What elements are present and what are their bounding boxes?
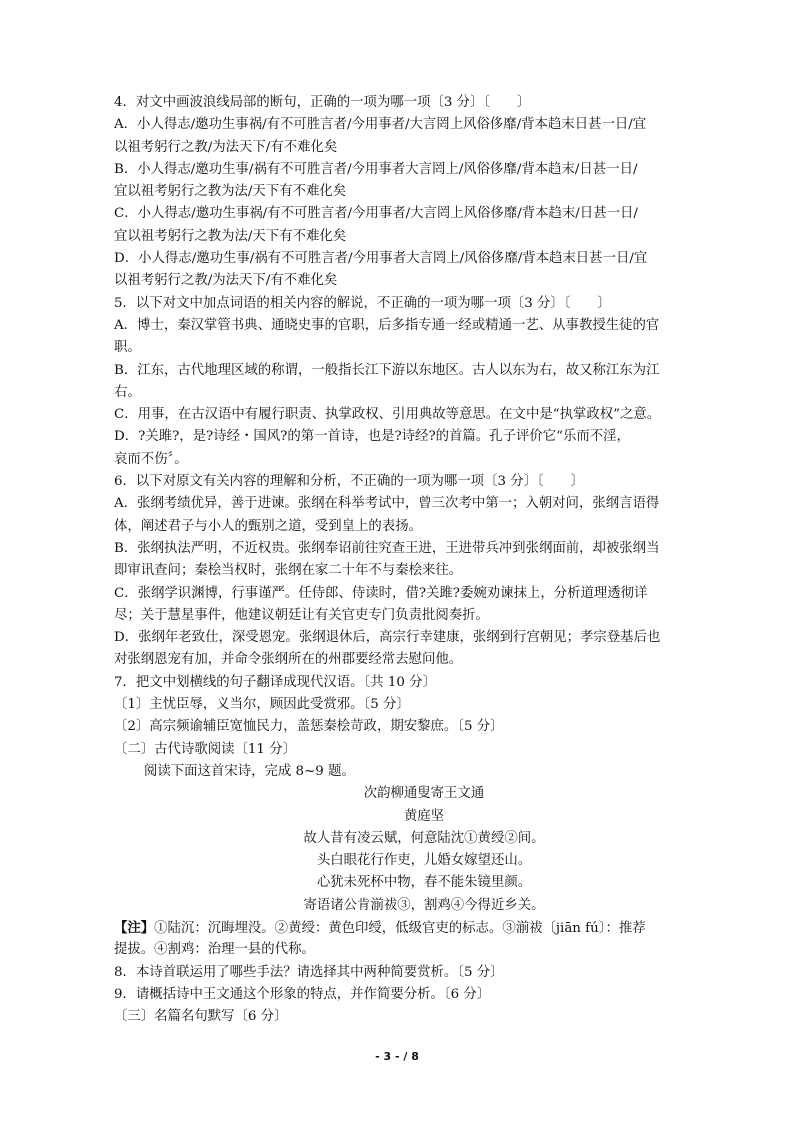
option-d: D．张纲年老致仕，深受恩宠。张纲退休后，高宗行幸建康，张纲到行宫朝见；孝宗登基后也 xyxy=(114,630,661,646)
poem-title: 次韵柳通叟寄王文通 xyxy=(363,786,485,802)
sentence-2: 〔2〕高宗频谕辅臣宽恤民力，盖惩秦桧苛政，期安黎庶。〔5 分〕 xyxy=(114,719,504,735)
option-b: B．张纲执法严明，不近权贵。张纲奉诏前往究查王进，王进带兵冲到张纲面前，却被张纲当 xyxy=(114,540,660,556)
poem-note-cont: 提拔。④割鸡：治理一县的代称。 xyxy=(114,942,315,958)
option-a-cont: 职。 xyxy=(114,340,141,356)
option-c: C．用事，在古汉语中有履行职责、执掌政权、引用典故等意思。在文中是“执掌政权”之意。 xyxy=(114,407,661,423)
question-stem: 5．以下对文中加点词语的相关内容的解说，不正确的一项为哪一项〔3 分〕〔 〕 xyxy=(114,295,611,311)
poem-line-3: 心犹未死杯中物，春不能朱镜里颜。 xyxy=(316,875,532,891)
option-a-cont: 体，阐述君子与小人的甄别之道，受到皇上的表扬。 xyxy=(114,518,422,534)
option-b: B．小人得志/邀功生事/祸有不可胜言者/今用事者大言罔上/风俗侈靡/背本趋末/日甚一日/ xyxy=(114,161,638,177)
question-5 xyxy=(114,293,700,471)
note-tag: 【注】 xyxy=(114,919,155,936)
option-d-cont: 哀而不伤〞。 xyxy=(114,451,188,467)
option-c-cont: 尽；关于慧星事件，他建议朝廷让有关官吏专门负责批阅奏折。 xyxy=(114,607,489,623)
option-b: B．江东，古代地理区域的称谓，一般指长江下游以东地区。古人以东为右，故又称江东为江 xyxy=(114,362,660,378)
question-6 xyxy=(114,471,700,672)
poem-author: 黄庭坚 xyxy=(403,808,445,824)
option-a: A．小人得志/邀功生事祸/有不可胜言者/今用事者/大言罔上风俗侈靡/背本趋末日甚一日/宜 xyxy=(114,117,647,133)
option-b-cont: 即审讯查问；秦桧当权时，张纲在家二十年不与秦桧来往。 xyxy=(114,563,463,579)
option-a: A．博士，秦汉掌管书典、通晓史事的官职，后多指专通一经或精通一艺、从事教授生徒的官 xyxy=(114,317,660,333)
page-number: - 3 - / 8 xyxy=(375,1050,419,1063)
question-8: 8．本诗首联运用了哪些手法？请选择其中两种简要赏析。〔5 分〕 xyxy=(114,964,504,980)
question-stem: 6．以下对原文有关内容的理解和分析，不正确的一项为哪一项〔3 分〕〔 〕 xyxy=(114,474,584,490)
poem-line-1: 故人昔有凌云赋，何意陆沈①黄绶②间。 xyxy=(303,830,545,846)
option-c: C．张纲学识渊博，行事谨严。任侍郎、侍读时，借?关雎?委婉劝谏抹上，分析道理透彻详 xyxy=(114,585,648,601)
option-d-cont: 以祖考躬行之教/为法天下/有不难化矣 xyxy=(114,273,338,289)
question-9: 9．请概括诗中王文通这个形象的特点，并作简要分析。〔6 分〕 xyxy=(114,986,491,1002)
option-d: D．?关雎?，是?诗经・国风?的第一首诗，也是?诗经?的首篇。孔子评价它“乐而不淫， xyxy=(114,429,630,445)
section-dictation-title: 〔三〕名篇名句默写〔6 分〕 xyxy=(114,1009,288,1025)
section-poetry xyxy=(114,739,700,962)
option-c: C．小人得志/邀功生事祸/有不可胜言者/今用事者/大言罔上风俗侈靡/背本趋末/日甚一日/ xyxy=(114,206,638,222)
section-title: 〔二〕古代诗歌阅读〔11 分〕 xyxy=(114,741,296,757)
note-text: ①陆沉：沉晦埋没。②黄绶：黄色印绶，低级官吏的标志。③湔祓〔jiān fú〕：推荐 xyxy=(154,920,646,936)
question-4 xyxy=(114,92,700,293)
poem xyxy=(174,783,674,917)
option-d: D．小人得志/邀功生事/祸有不可胜言者/今用事者大言罔上/风俗侈靡/背本趋末日甚一日/宜 xyxy=(114,251,648,267)
poem-note xyxy=(114,917,700,939)
option-b-cont: 右。 xyxy=(114,384,141,400)
question-7 xyxy=(114,672,700,739)
poem-line-4: 寄语诸公肯湔祓③，割鸡④今得近乡关。 xyxy=(303,897,545,913)
option-a: A．张纲考绩优异，善于进谏。张纲在科举考试中，曾三次考中第一；入朝对问，张纲言语得 xyxy=(114,496,660,512)
option-a-cont: 以祖考躬行之教/为法天下/有不难化矣 xyxy=(114,139,338,155)
option-c-cont: 宜以祖考躬行之教为法/天下有不难化矣 xyxy=(114,228,347,244)
document-page xyxy=(114,92,700,1028)
question-stem: 7．把文中划横线的句子翻译成现代汉语。〔共 10 分〕 xyxy=(114,674,436,690)
question-stem: 4．对文中画波浪线局部的断句，正确的一项为哪一项〔3 分〕〔 〕 xyxy=(114,95,531,110)
poem-line-2: 头白眼花行作吏，儿婚女嫁望还山。 xyxy=(316,853,532,869)
section-intro: 阅读下面这首宋诗，完成 8~9 题。 xyxy=(144,763,355,779)
option-d-cont: 对张纲恩宠有加，并命令张纲所在的州郡要经常去慰问他。 xyxy=(114,652,463,668)
sentence-1: 〔1〕主忧臣辱，义当尔，顾因此受赏邪。〔5 分〕 xyxy=(114,697,410,713)
option-b-cont: 宜以祖考躬行之教为法/天下有不难化矣 xyxy=(114,184,347,200)
